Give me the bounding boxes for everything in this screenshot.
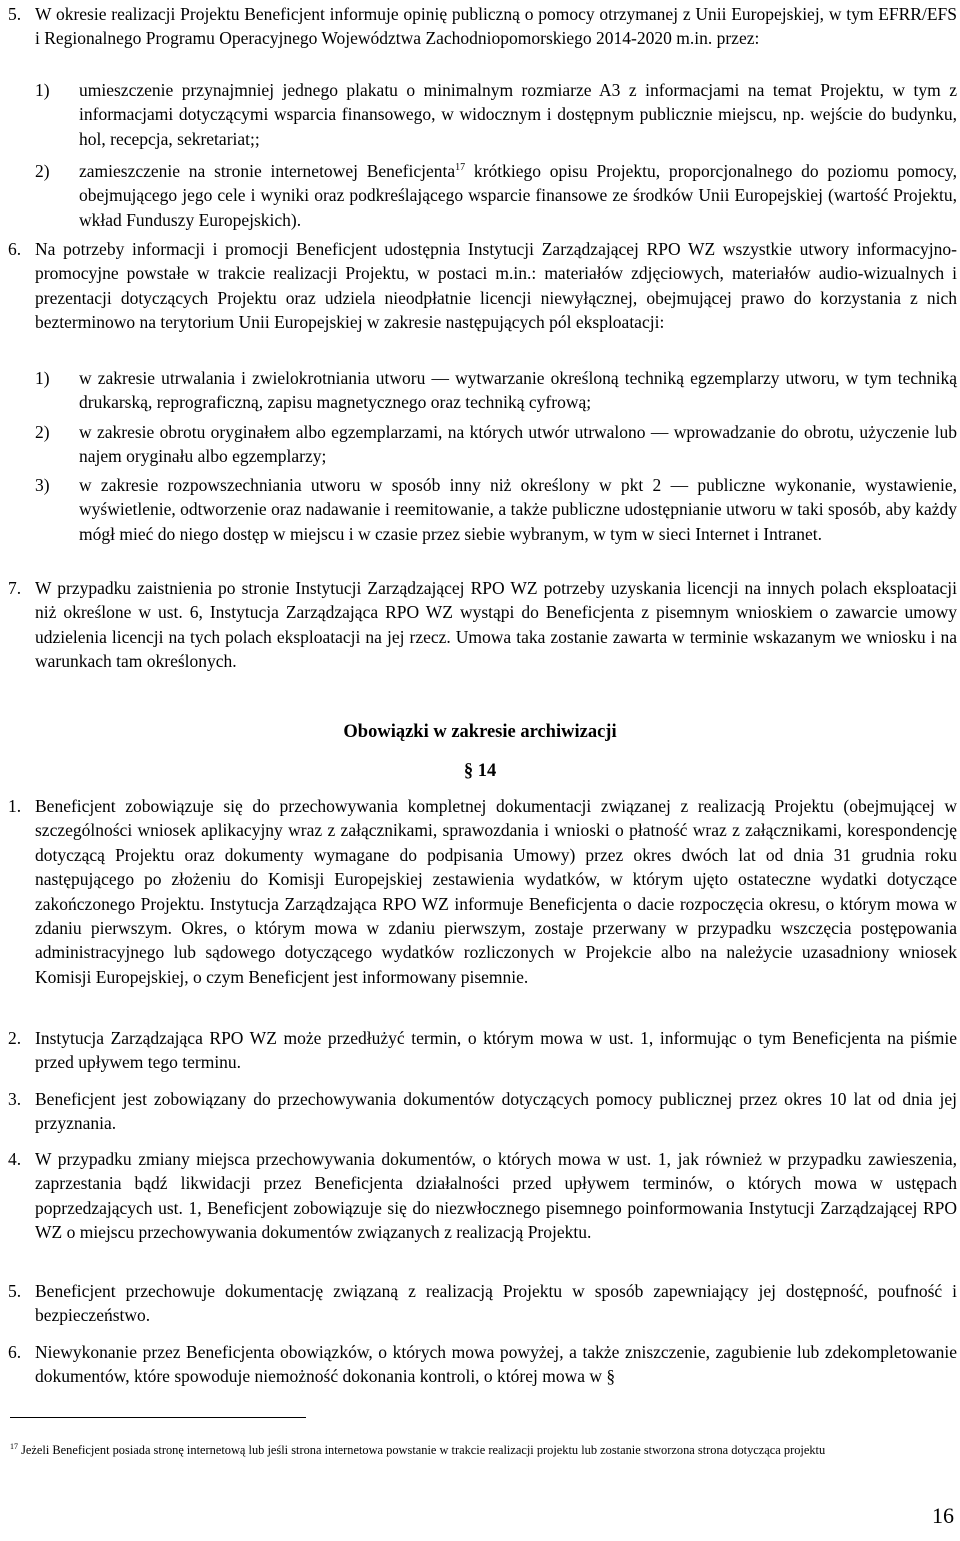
archive-item-5-number: 5. (8, 1281, 22, 1301)
section-5-number: 5. (8, 4, 22, 24)
archive-item-5-text: Beneficjent przechowuje dokumentację związaną z realizacją Projektu w sposób zapewniający jej dostępność, poufność i bezpieczeństwo. (35, 1281, 957, 1326)
section-6-text: Na potrzeby informacji i promocji Beneficjent udostępnia Instytucji Zarządzającej RPO WZ wszystkie utwory informacyjno-promocyjne powstałe w trakcie realizacji Projektu, w postaci m.in.: materiałów zdjęciowych, materiałów audio-wizualnych i prezentacji dotyczących Projektu oraz udziela nieodpłatnie licencji niewyłącznej, obejmującej prawo do korzystania z nich bezterminowo na terytorium Unii Europejskiej w zakresie następujących pól eksploatacji: (35, 239, 957, 333)
footnote-number: 17 (10, 1442, 18, 1452)
section-6-sub-2-number: 2) (35, 422, 50, 442)
section-6-sub-3-text: w zakresie rozpowszechniania utworu w sposób inny niż określony w pkt 2 — publiczne wykonanie, wystawienie, wyświetlenie, odtworzenie oraz nadawanie i reemitowanie, a także publiczne udostępnianie utworu w taki sposób, aby każdy mógł mieć do niego dostęp w miejscu i w czasie przez siebie wybranym, w tym w sieci Internet i Intranet. (79, 475, 957, 544)
section-6-sub-1-number: 1) (35, 368, 50, 388)
archive-item-6-number: 6. (8, 1342, 22, 1362)
section-5-sub-2-text (79, 159, 957, 232)
section-7-number: 7. (8, 578, 22, 598)
archive-item-2-number: 2. (8, 1028, 22, 1048)
section-6-sub-3-number: 3) (35, 475, 50, 495)
section-6-number: 6. (8, 239, 22, 259)
section-5-sub-1-number: 1) (35, 80, 50, 100)
sub-2-text-start: zamieszczenie na stronie internetowej Beneficjenta (79, 161, 456, 181)
section-6-sub-1-text: w zakresie utrwalania i zwielokrotniania utworu — wytwarzanie określoną techniką egzemplarzy utworu, w tym techniką drukarską, reprograficzną, zapisu magnetycznego oraz techniką cyfrową; (79, 368, 957, 413)
archive-item-6-text: Niewykonanie przez Beneficjenta obowiązków, o których mowa powyżej, a także zniszczenie, zagubienie lub zdekompletowanie dokumentów, które spowoduje niemożność dokonania kontroli, o której mowa w § (35, 1342, 957, 1387)
sub-2-text-end: krótkiego opisu Projektu, proporcjonalnego do poziomu pomocy, obejmującego jego cele i wyniki oraz podkreślającego wsparcie finansowe ze środków Unii Europejskiej (wartość Projektu, wkład Funduszy Europejskich). (79, 161, 957, 230)
archive-item-3-text: Beneficjent jest zobowiązany do przechowywania dokumentów dotyczących pomocy publicznej przez okres 10 lat od dnia jej przyznania. (35, 1089, 957, 1134)
archive-item-1-text: Beneficjent zobowiązuje się do przechowywania kompletnej dokumentacji związanej z realizacją Projektu (obejmującej w szczególności wniosek aplikacyjny wraz z załącznikami, sprawozdania i wnioski o płatność wraz z załącznikami, korespondencję dotyczącą Projektu oraz dokumenty wymagane do podpisania Umowy) przez okres dwóch lat od dnia 31 grudnia roku następującego po złożeniu do Komisji Europejskiej zestawienia wydatków, w którym ujęto ostateczne wydatki dotyczące zakończonego Projektu. Instytucja Zarządzająca RPO WZ informuje Beneficjenta o dacie rozpoczęcia okresu, o którym mowa w zdaniu pierwszym. Okres, o którym mowa w zdaniu pierwszym, zostaje przerwany w przypadku wszczęcia postępowania administracyjnego lub sądowego dotyczącego wydatków rozliczonych w Projekcie albo na należycie uzasadniony wniosek Komisji Europejskiej, o czym Beneficjent jest informowany pisemnie. (35, 796, 957, 987)
archive-item-2-text: Instytucja Zarządzająca RPO WZ może przedłużyć termin, o którym mowa w ust. 1, informując o tym Beneficjenta na piśmie przed upływem tego terminu. (35, 1028, 957, 1073)
paragraph-number: § 14 (463, 761, 497, 781)
section-5-sub-1-text: umieszczenie przynajmniej jednego plakatu o minimalnym rozmiarze A3 z informacjami na temat Projektu, w tym z informacjami dotyczącymi wsparcia finansowego, w widocznym i dostępnym publicznie miejscu, np. wejście do budynku, hol, recepcja, sekretariat;; (79, 80, 957, 149)
section-7-text: W przypadku zaistnienia po stronie Instytucji Zarządzającej RPO WZ potrzeby uzyskania licencji na innych polach eksploatacji niż określone w ust. 6, Instytucja Zarządzająca RPO WZ wystąpi do Beneficjenta z pisemnym wnioskiem o zawarcie umowy udzielenia licencji na tych polach eksploatacji na jej rzecz. Umowa taka zostanie zawarta w terminie wskazanym we wniosku i na warunkach tam określonych. (35, 578, 957, 672)
archive-item-4-text: W przypadku zmiany miejsca przechowywania dokumentów, o których mowa w ust. 1, jak również w przypadku zawieszenia, zaprzestania bądź likwidacji przez Beneficjenta działalności przed upływem terminów, o których mowa w ustępach poprzedzających ust. 1, Beneficjent zobowiązuje się do niezwłocznego pisemnego poinformowania Instytucji Zarządzającej RPO WZ o miejscu przechowywania dokumentów związanych z realizacją Projektu. (35, 1149, 957, 1243)
footnote (10, 1439, 956, 1461)
page-number: 16 (932, 1503, 954, 1528)
archive-item-1-number: 1. (8, 796, 22, 816)
section-6-sub-2-text: w zakresie obrotu oryginałem albo egzemplarzami, na których utwór utrwalono — wprowadzanie do obrotu, użyczenie lub najem oryginału albo egzemplarzy; (79, 422, 957, 467)
archive-item-3-number: 3. (8, 1089, 22, 1109)
archive-heading: Obowiązki w zakresie archiwizacji (343, 722, 617, 742)
footnote-separator (10, 1417, 306, 1418)
section-5-sub-2-number: 2) (35, 161, 50, 181)
footnote-reference[interactable]: 17 (455, 162, 466, 173)
section-5-text: W okresie realizacji Projektu Beneficjent informuje opinię publiczną o pomocy otrzymanej z Unii Europejskiej, w tym EFRR/EFS i Regionalnego Programu Operacyjnego Województwa Zachodniopomorskiego 2014-2020 m.in. przez: (35, 4, 957, 49)
footnote-text: Jeżeli Beneficjent posiada stronę internetową lub jeśli strona internetowa powstanie w trakcie realizacji projektu lub zostanie stworzona strona dotycząca projektu (18, 1443, 826, 1458)
archive-item-4-number: 4. (8, 1149, 22, 1169)
